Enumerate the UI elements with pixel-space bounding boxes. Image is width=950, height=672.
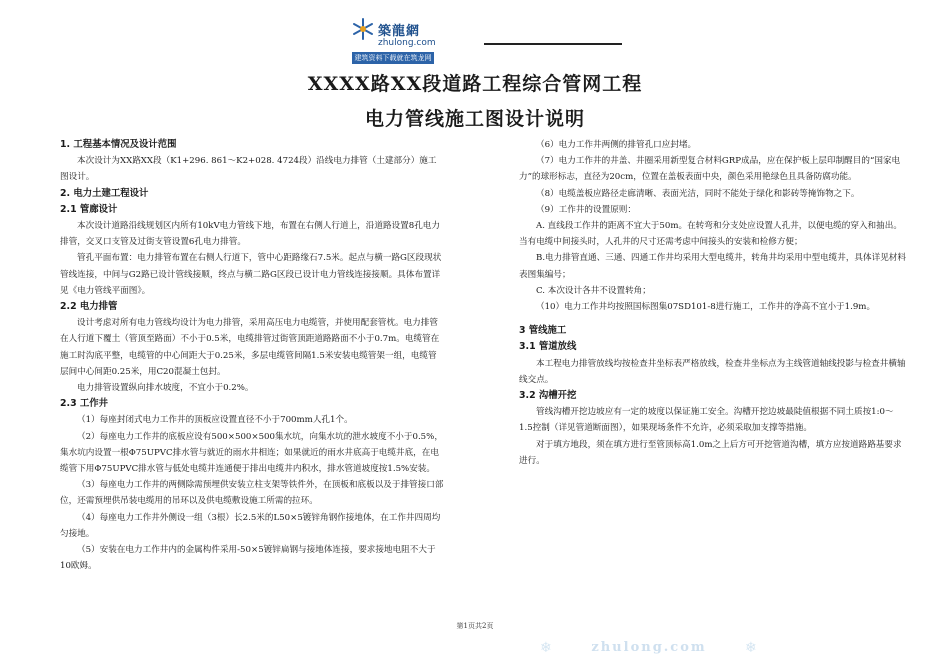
section-heading: 2.1 管廊设计: [60, 203, 118, 215]
paragraph: 本次设计道路沿线规划区内所有10kV电力管线下地，布置在右侧人行道上，沿道路设置8孔电力排管，交叉口支管及过街支管设置6孔电力排管。: [60, 221, 440, 248]
paragraph: （3）每座电力工作井的两侧除需预埋供安装立柱支架等铁件外，在顶板和底板以及于排管接口部位，还需预埋供吊装电缆用的吊环以及供电缆敷设施工所需的拉环。: [60, 480, 444, 507]
logo-slogan: 建筑资料下载就在筑龙网: [352, 52, 434, 64]
header-rule: [484, 43, 622, 45]
paragraph: C. 本次设计各井不设置转角；: [536, 285, 651, 296]
paragraph: （5）安装在电力工作井内的金属构件采用-50×5镀锌扁钢与接地体连接，要求接地电阻不大于10欧姆。: [60, 545, 436, 572]
paragraph: B.电力排管直通、三通、四通工作井均采用大型电缆井，转角井均采用中型电缆井，具体详见材料表图集编号；: [519, 253, 906, 280]
paragraph: 管线沟槽开挖边坡应有一定的坡度以保证施工安全。沟槽开挖边坡最陡值根据不同土质按1:0～1.5控制（详见管道断面图），如果现场条件不允许，必须采取加支撑等措施。: [519, 407, 894, 434]
section-heading: 3 管线施工: [519, 325, 567, 337]
page-number: 第1页共2页: [456, 622, 494, 630]
paragraph: （2）每座电力工作井的底板应设有500×500×500集水坑，向集水坑的泄水坡度不小于0.5%，集水坑内设置一根Φ75UPVC排水管与就近的雨水井相连；如果就近的雨水井底高于电缆井底，在电缆管下用Φ75UPVC排水管与低处电缆井连通便于排出电缆井内积水，排水管道坡度按1.5%安装。: [60, 431, 443, 475]
paragraph: 对于填方地段，须在填方进行至管顶标高1.0m之上后方可开挖管道沟槽，填方应按道路路基要求进行。: [519, 439, 902, 466]
paragraph: 本工程电力排管放线均按检查井坐标表严格放线，检查井坐标点为主线管道轴线投影与检查井横轴线交点。: [519, 358, 906, 385]
document-title: XXXX路XX段道路工程综合管网工程: [307, 73, 643, 95]
paragraph: 设计考虑对所有电力管线均设计为电力排管，采用高压电力电缆管，并使用配套管枕。电力排管在人行道下覆土（管顶至路面）不小于0.5米，电缆排管过街管顶距道路路面不小于0.7m。电缆管在施工时沟底平整，电缆管的中心间距大于0.25米，多层电缆管间隔1.5米安装电缆管架一组，电缆管层间中心间距0.25米，用C20混凝土包封。: [60, 318, 440, 377]
section-heading: 2. 电力土建工程设计: [60, 187, 149, 199]
section-heading: 2.2 电力排管: [60, 301, 118, 313]
section-heading: 3.1 管道放线: [519, 341, 577, 353]
paragraph: （7）电力工作井的井盖、井圈采用新型复合材料GRP成品，应在保护板上层印制醒目的“国家电力”的球形标志，直径为20cm，位置在盖板表面中央，颜色采用艳绿色且具备防腐功能。: [519, 156, 901, 183]
section-heading: 1. 工程基本情况及设计范围: [60, 139, 177, 150]
paragraph: （8）电缆盖板应路径走廊清晰、表面光洁，同时不能处于绿化和影砖等掩饰物之下。: [536, 188, 860, 199]
paragraph: （4）每座电力工作井外侧设一组（3根）长2.5米的L50×5镀锌角钢作接地体，在工作井四周均匀接地。: [60, 512, 441, 539]
paragraph: （9）工作井的设置原则：: [536, 204, 636, 215]
snowflake-logo-icon: [352, 18, 374, 40]
right-column: [519, 137, 906, 469]
watermark: zhulong.com: [591, 640, 707, 655]
paragraph: （10）电力工作井均按照国标图集07SD101-8进行施工，工作井的净高不宜小于1.9m。: [536, 302, 876, 313]
left-column: [60, 137, 445, 574]
logo-site: zhulong.com: [378, 38, 436, 48]
paragraph: 电力排管设置纵向排水坡度，不宜小于0.2%。: [77, 383, 254, 394]
paragraph: 管孔平面布置：电力排管布置在右侧人行道下，管中心距路缘石7.5米。起点与横一路G区段现状管线连接，中间与G2路已设计管线接顺，终点与横二路G区段已设计电力管线连接接顺。具体布置详见《电力管线平面图》。: [60, 253, 442, 296]
snowflake-watermark-icon: ❄: [745, 640, 757, 656]
paragraph: A. 直线段工作井的距离不宜大于50m。在转弯和分支处应设置人孔井，以便电缆的穿入和抽出。当有电缆中间接头时，人孔井的尺寸还需考虑中间接头的安装和检修方便；: [519, 221, 902, 248]
paragraph: （6）电力工作井两侧的排管孔口应封堵。: [536, 140, 697, 150]
spacer: [519, 315, 906, 323]
snowflake-watermark-icon: ❄: [540, 640, 552, 656]
paragraph: （1）每座封闭式电力工作井的顶板应设置直径不小于700mm人孔1个。: [77, 415, 353, 426]
logo-brand: 築龍網: [378, 24, 421, 39]
section-heading: 2.3 工作井: [60, 398, 108, 410]
document-subtitle: 电力管线施工图设计说明: [364, 108, 585, 130]
section-heading: 3.2 沟槽开挖: [519, 390, 577, 402]
paragraph: 本次设计为XX路XX段（K1+296. 861～K2+028. 4724段）沿线电力排管（土建部分）施工图设计。: [60, 156, 437, 183]
